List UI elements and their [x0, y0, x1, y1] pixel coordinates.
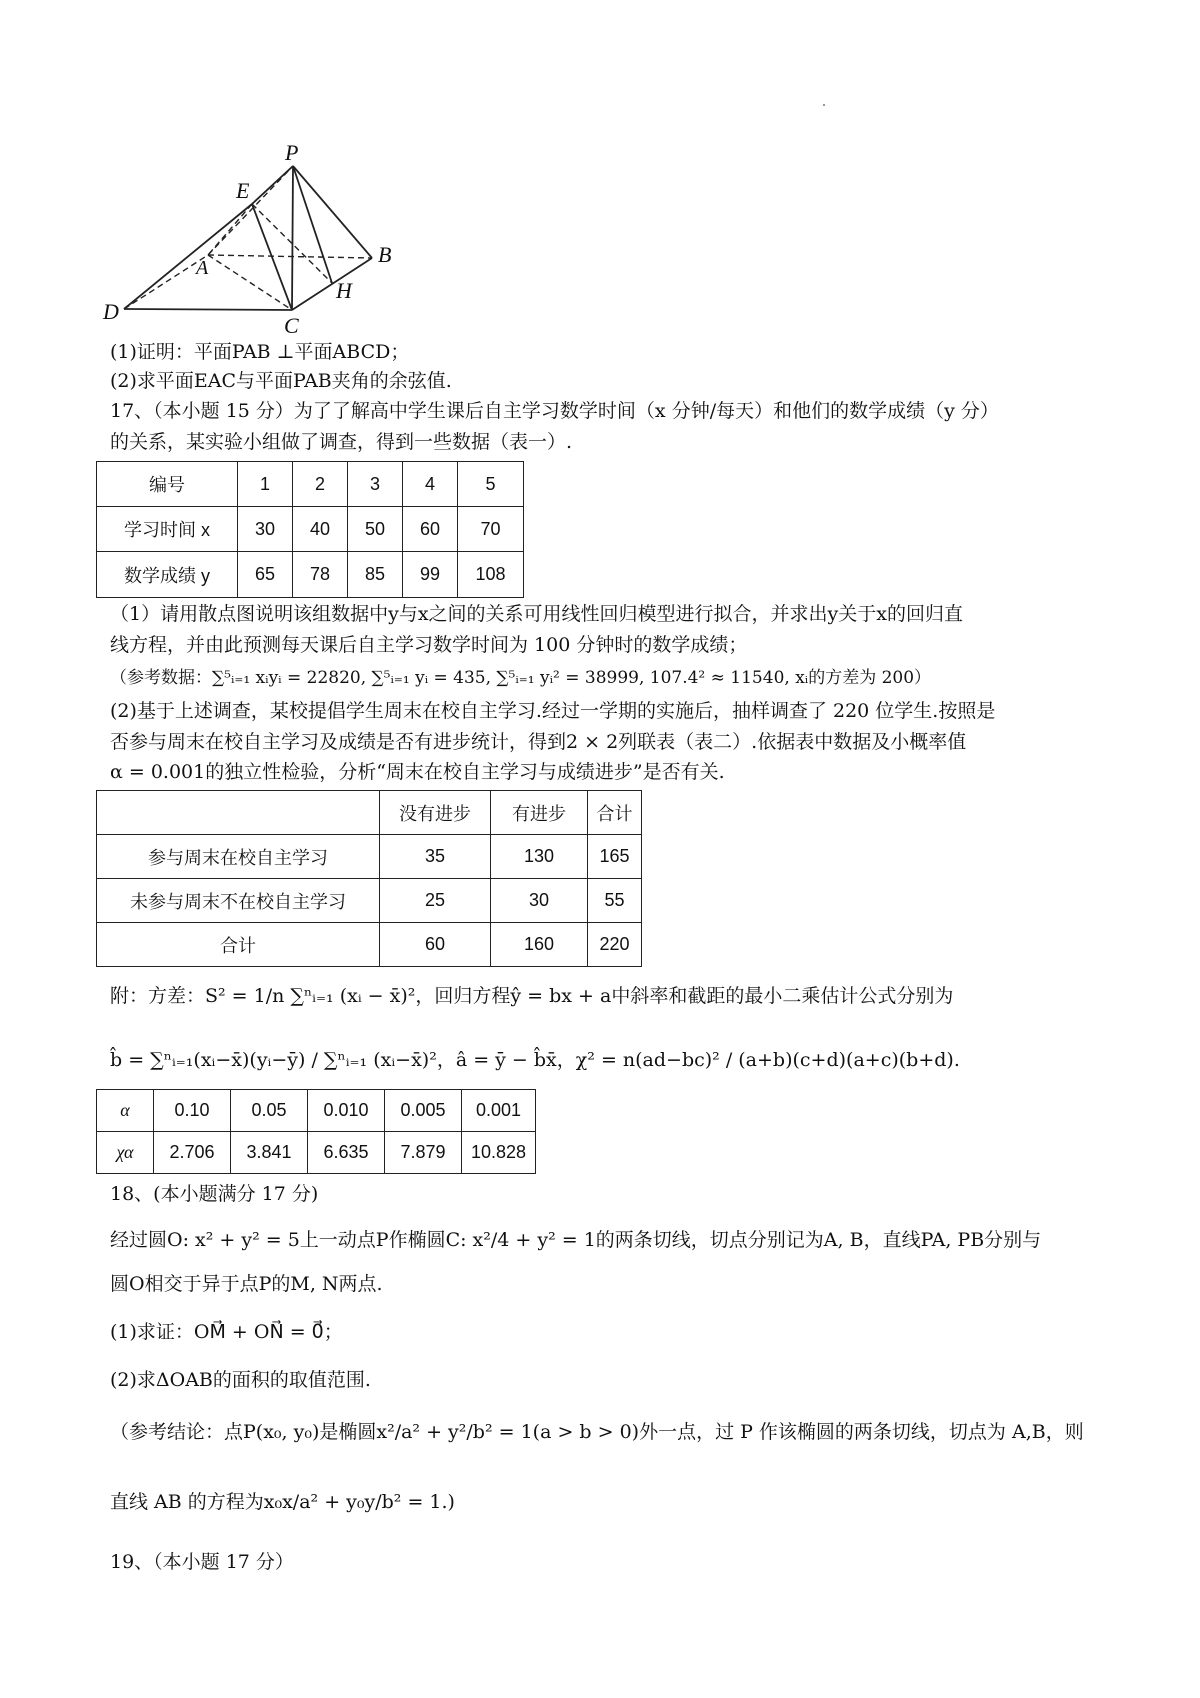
- label-D: D: [103, 299, 119, 324]
- table-row: [97, 879, 642, 923]
- label-A: A: [196, 257, 209, 279]
- table-cell: 1: [238, 462, 293, 507]
- table-cell: 55: [588, 879, 642, 923]
- table-cell: 0.010: [308, 1090, 385, 1132]
- table-critical-values: [96, 1089, 536, 1174]
- appendix-line1: 附：方差：S² = 1/n ∑ⁿᵢ₌₁ (xᵢ − x̄)²，回归方程ŷ = bx + a中斜率和截距的最小二乘估计公式分别为: [110, 985, 954, 1007]
- speck: [823, 104, 825, 106]
- table-cell: 10.828: [462, 1132, 536, 1174]
- q18-title: 18、(本小题满分 17 分): [110, 1183, 319, 1205]
- q18-reference-line2: 直线 AB 的方程为x₀x/a² + y₀y/b² = 1.): [110, 1491, 455, 1513]
- table-cell: 未参与周末不在校自主学习: [97, 879, 380, 923]
- table-cell: 70: [458, 507, 524, 552]
- q16-part2: (2)求平面EAC与平面PAB夹角的余弦值.: [110, 370, 452, 392]
- table-cell: 编号: [97, 462, 238, 507]
- q17-part1-line2: 线方程，并由此预测每天课后自主学习数学时间为 100 分钟时的数学成绩；: [110, 634, 748, 656]
- table-cell: 50: [348, 507, 403, 552]
- label-E: E: [236, 178, 250, 203]
- edge-DC: [124, 309, 292, 310]
- table-cell: 30: [238, 507, 293, 552]
- edge-AP: [208, 166, 293, 255]
- edge-EC: [252, 204, 292, 310]
- table-row: [97, 791, 642, 835]
- table-cell: 30: [491, 879, 588, 923]
- table-cell: 0.10: [154, 1090, 231, 1132]
- edge-DE: [124, 204, 252, 309]
- table-cell: 78: [293, 552, 348, 598]
- table-cell: 3: [348, 462, 403, 507]
- edge-AC: [208, 255, 292, 310]
- table-cell: 参与周末在校自主学习: [97, 835, 380, 879]
- pyramid-figure: [100, 140, 420, 340]
- table-cell: 没有进步: [380, 791, 491, 835]
- edge-BC: [292, 258, 372, 310]
- table-row: [97, 1132, 536, 1174]
- table-cell: 合计: [588, 791, 642, 835]
- q17-part1-line1: （1）请用散点图说明该组数据中y与x之间的关系可用线性回归模型进行拟合，并求出y关于x的回归直: [110, 603, 963, 625]
- edge-AB: [208, 255, 372, 258]
- table-cell: 130: [491, 835, 588, 879]
- table-cell: 5: [458, 462, 524, 507]
- table-cell: 0.005: [385, 1090, 462, 1132]
- label-B: B: [378, 242, 392, 267]
- table-cell: 60: [403, 507, 458, 552]
- table-cell: α: [97, 1090, 154, 1132]
- table-cell: 35: [380, 835, 491, 879]
- table-cell: 108: [458, 552, 524, 598]
- q17-part2-line2: 否参与周末在校自主学习及成绩是否有进步统计，得到2 × 2列联表（表二）.依据表中数据及小概率值: [110, 731, 967, 753]
- table-cell: 0.001: [462, 1090, 536, 1132]
- q17-part2-line3: α = 0.001的独立性检验，分析“周末在校自主学习与成绩进步”是否有关.: [110, 761, 725, 783]
- table-cell: 25: [380, 879, 491, 923]
- table-row: [97, 462, 524, 507]
- q18-part1: (1)求证：OM⃗ + ON⃗ = 0⃗；: [110, 1321, 343, 1343]
- table-cell: 4: [403, 462, 458, 507]
- table-cell: 40: [293, 507, 348, 552]
- table-cell: 合计: [97, 923, 380, 967]
- table-cell: 60: [380, 923, 491, 967]
- table-cell: 数学成绩 y: [97, 552, 238, 598]
- table-cell: 2.706: [154, 1132, 231, 1174]
- q18-reference-line1: （参考结论：点P(x₀, y₀)是椭圆x²/a² + y²/b² = 1(a > b > 0)外一点，过 P 作该椭圆的两条切线，切点为 A,B，则: [110, 1421, 1084, 1443]
- table-cell: 有进步: [491, 791, 588, 835]
- table-cell: 3.841: [231, 1132, 308, 1174]
- table-cell: 160: [491, 923, 588, 967]
- edge-PH: [293, 166, 332, 283]
- q17-part2-line1: (2)基于上述调查，某校提倡学生周末在校自主学习.经过一学期的实施后，抽样调查了 220 位学生.按照是: [110, 700, 996, 722]
- q19-title: 19、（本小题 17 分）: [110, 1551, 294, 1573]
- table-cell: 学习时间 x: [97, 507, 238, 552]
- table-row: [97, 507, 524, 552]
- table-cell: 0.05: [231, 1090, 308, 1132]
- table-cell: 85: [348, 552, 403, 598]
- label-P: P: [285, 140, 299, 165]
- table-cell: 220: [588, 923, 642, 967]
- table-cell: 99: [403, 552, 458, 598]
- table-study-data: [96, 461, 524, 598]
- table-cell: χα: [97, 1132, 154, 1174]
- q17-intro-line2: 的关系，某实验小组做了调查，得到一些数据（表一）.: [110, 431, 573, 453]
- table-row: [97, 1090, 536, 1132]
- table-row: [97, 923, 642, 967]
- table-row: [97, 552, 524, 598]
- table-cell: 2: [293, 462, 348, 507]
- label-C: C: [284, 313, 299, 338]
- label-H: H: [336, 278, 352, 303]
- q18-stem-line2: 圆O相交于异于点P的M, N两点.: [110, 1273, 383, 1295]
- table-cell: 165: [588, 835, 642, 879]
- table-contingency: [96, 790, 642, 967]
- edge-PC: [292, 166, 293, 310]
- q17-reference-data: （参考数据：∑⁵ᵢ₌₁ xᵢyᵢ = 22820, ∑⁵ᵢ₌₁ yᵢ = 435, ∑⁵ᵢ₌₁ yᵢ² = 38999, 107.4² ≈ 11540, xᵢ的方差为 200）: [110, 668, 932, 688]
- q18-part2: (2)求ΔOAB的面积的取值范围.: [110, 1369, 371, 1391]
- q17-intro-line1: 17、（本小题 15 分）为了了解高中学生课后自主学习数学时间（x 分钟/每天）和他们的数学成绩（y 分）: [110, 400, 999, 422]
- table-cell: [97, 791, 380, 835]
- table-cell: 7.879: [385, 1132, 462, 1174]
- appendix-line2: b̂ = ∑ⁿᵢ₌₁(xᵢ−x̄)(yᵢ−ȳ) / ∑ⁿᵢ₌₁ (xᵢ−x̄)²，â = ȳ − b̂x̄，χ² = n(ad−bc)² / (a+b)(c+d)(a+c)(b+d).: [110, 1049, 960, 1071]
- table-cell: 65: [238, 552, 293, 598]
- table-row: [97, 835, 642, 879]
- q18-stem-line1: 经过圆O: x² + y² = 5上一动点P作椭圆C: x²/4 + y² = 1的两条切线，切点分别记为A, B，直线PA, PB分别与: [110, 1229, 1042, 1251]
- q16-part1: (1)证明：平面PAB ⊥平面ABCD；: [110, 341, 410, 363]
- table-cell: 6.635: [308, 1132, 385, 1174]
- edge-PB: [293, 166, 372, 258]
